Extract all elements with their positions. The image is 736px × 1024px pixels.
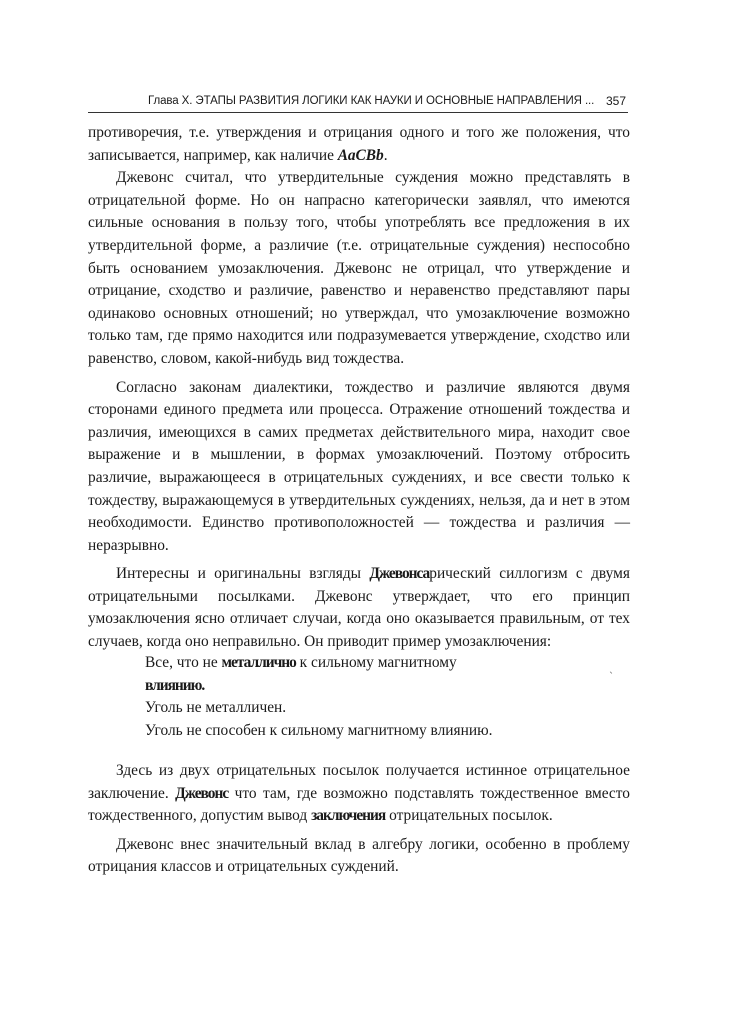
overlapping-word: заключения xyxy=(311,807,386,825)
paragraph-6: Джевонс внес значительный вклад в алгебру логики, особенно в проблему отрицания классов и отрицательных суждений. xyxy=(88,835,630,876)
overlapping-word: Джевонса xyxy=(369,565,430,583)
page-number: 357 xyxy=(605,94,626,108)
scan-speck: ˎ xyxy=(609,663,614,674)
paragraph-4-rest: рический силлогизм с двумя отрицательными посылками. Джевонс утверждает, что его принцип умозаключения ясно отличает случаи, когда оно оказывается правильным, от тех случаев, когда оно неправильно. Он приводит пример умозаключения: xyxy=(88,565,630,651)
syllogism-line-1-start: Все, что не xyxy=(145,654,222,671)
paragraph-4 xyxy=(88,563,630,653)
paragraph-1-end: . xyxy=(383,146,388,164)
formula: АаСВb xyxy=(337,146,384,164)
main-text xyxy=(88,122,630,654)
syllogism-line-1 xyxy=(145,652,615,675)
paragraph-5-end: отрицательных посылок. xyxy=(385,807,553,825)
paragraph-4-start: Интересны и оригинальны взгляды xyxy=(116,565,370,583)
paragraph-5-start: Здесь из двух отрицательных посылок получается истинное отрицательное заключение. xyxy=(88,762,630,802)
syllogism-example xyxy=(145,652,615,742)
closing-text xyxy=(88,760,630,879)
syllogism-line-3: Уголь не металличен. xyxy=(145,699,287,717)
paragraph-2: Джевонс считал, что утвердительные суждения можно представлять в отрицательной форме. Но он напрасно категорически заявлял, что имеются сильные основания в пользу того, чтобы употреблять все предложения в их утвердительной форме, а различие (т.е. отрицательные суждения) неспособно быть основанием умозаключения. Джевонс не отрицал, что утверждение и отрицание, сходство и различие, равенство и неравенство представляют пары одинаково основных отношений; но утверждал, что умозаключение возможно только там, где прямо находится или подразумевается утверждение, сходство или равенство, словом, какой-нибудь вид тождества. xyxy=(88,169,630,367)
overlapping-word: Джевонс xyxy=(175,784,229,802)
syllogism-line-1-end: к сильному магнитному xyxy=(295,654,457,671)
paragraph-5 xyxy=(88,760,630,828)
syllogism-line-2: влиянию. xyxy=(145,676,205,694)
overlapping-word: металлично xyxy=(221,654,296,671)
running-header xyxy=(88,92,628,113)
paragraph-1 xyxy=(88,122,630,167)
paragraph-5-mid: что там, где возможно подставлять тождественное вместо тождественного, допустим вывод xyxy=(88,784,630,825)
paragraph-1-text: противоречия, т.е. утверждения и отрицания одного и того же положения, что записывается, например, как наличие xyxy=(88,124,630,164)
syllogism-line-4: Уголь не способен к сильному магнитному влиянию. xyxy=(145,721,493,739)
paragraph-3: Согласно законам диалектики, тождество и различие являются двумя сторонами единого предмета или процесса. Отражение отношений тождества и различия, имеющихся в самих предметах действительного мира, находит свое выражение и в мышлении, в формах умозаключений. Поэтому отбросить различие, выражающееся в отрицательных суждениях, и все свести только к тождеству, выражающемуся в утвердительных суждениях, нельзя, да и нет в этом необходимости. Единство противоположностей — тождества и различия — неразрывно. xyxy=(88,378,630,554)
chapter-title: Глава Х. ЭТАПЫ РАЗВИТИЯ ЛОГИКИ КАК НАУКИ И ОСНОВНЫЕ НАПРАВЛЕНИЯ ... xyxy=(148,95,595,107)
